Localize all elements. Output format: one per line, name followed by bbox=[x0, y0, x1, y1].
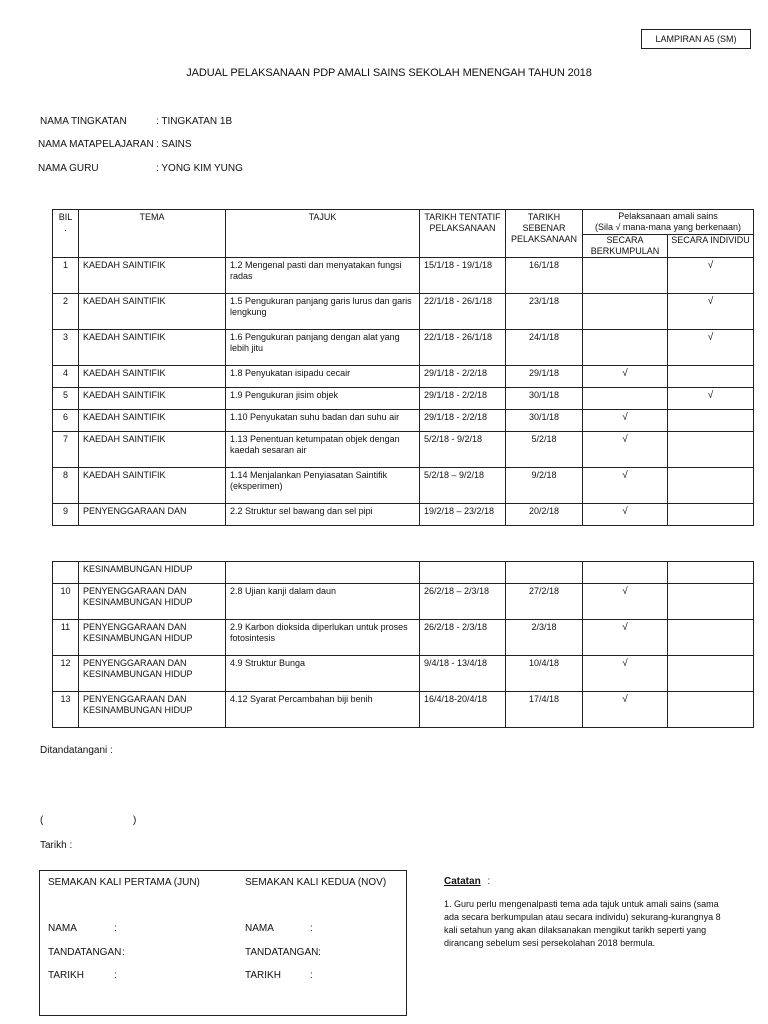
row-berkumpulan-tick: √ bbox=[583, 432, 668, 468]
row-berkumpulan-tick bbox=[583, 330, 668, 366]
table-row bbox=[53, 410, 754, 432]
row-tema: KAEDAH SAINTIFIK bbox=[79, 410, 226, 432]
header-bil: BIL . bbox=[53, 210, 79, 258]
row-tajuk: 1.2 Mengenal pasti dan menyatakan fungsi radas bbox=[226, 258, 420, 294]
row-tema: PENYENGGARAAN DAN KESINAMBUNGAN HIDUP bbox=[79, 584, 226, 620]
row-tarikh-tentatif bbox=[420, 562, 506, 584]
row-berkumpulan-tick: √ bbox=[583, 504, 668, 526]
date-label: Tarikh : bbox=[40, 840, 73, 851]
info-row-tingkatan bbox=[40, 116, 440, 130]
review-box bbox=[39, 870, 407, 1016]
table-row bbox=[53, 258, 754, 294]
table-row bbox=[53, 562, 754, 584]
row-berkumpulan-tick bbox=[583, 562, 668, 584]
table-row bbox=[53, 330, 754, 366]
row-number: 12 bbox=[53, 656, 79, 692]
row-berkumpulan-tick: √ bbox=[583, 410, 668, 432]
first-review-title: SEMAKAN KALI PERTAMA (JUN) bbox=[48, 877, 200, 888]
row-berkumpulan-tick bbox=[583, 388, 668, 410]
table-row bbox=[53, 432, 754, 468]
table-row bbox=[53, 388, 754, 410]
row-berkumpulan-tick: √ bbox=[583, 468, 668, 504]
signed-by-label: Ditandatangani : bbox=[40, 745, 113, 756]
row-tajuk: 1.6 Pengukuran panjang dengan alat yang lebih jitu bbox=[226, 330, 420, 366]
row-tema: KAEDAH SAINTIFIK bbox=[79, 388, 226, 410]
row-tajuk bbox=[226, 562, 420, 584]
notes-title bbox=[444, 876, 490, 887]
row-tarikh-sebenar: 24/1/18 bbox=[506, 330, 583, 366]
row-tarikh-sebenar: 2/3/18 bbox=[506, 620, 583, 656]
row-individu-tick bbox=[668, 410, 754, 432]
header-tajuk: TAJUK bbox=[226, 210, 420, 258]
row-tajuk: 1.8 Penyukatan isipadu cecair bbox=[226, 366, 420, 388]
row-tarikh-tentatif: 29/1/18 - 2/2/18 bbox=[420, 410, 506, 432]
row-individu-tick: √ bbox=[668, 388, 754, 410]
row-berkumpulan-tick bbox=[583, 258, 668, 294]
row-berkumpulan-tick bbox=[583, 294, 668, 330]
row-tema: PENYENGGARAAN DAN KESINAMBUNGAN HIDUP bbox=[79, 620, 226, 656]
info-value: : YONG KIM YUNG bbox=[156, 163, 243, 174]
row-number: 6 bbox=[53, 410, 79, 432]
row-tema: PENYENGGARAAN DAN bbox=[79, 504, 226, 526]
row-number: 10 bbox=[53, 584, 79, 620]
info-row-matapelajaran bbox=[38, 139, 438, 153]
row-tajuk: 2.2 Struktur sel bawang dan sel pipi bbox=[226, 504, 420, 526]
first-review-signature-label: TANDATANGAN bbox=[48, 947, 122, 958]
first-review-name-label: NAMA bbox=[48, 923, 77, 934]
row-number: 1 bbox=[53, 258, 79, 294]
row-tarikh-tentatif: 15/1/18 - 19/1/18 bbox=[420, 258, 506, 294]
row-number: 3 bbox=[53, 330, 79, 366]
name-bracket-close: ) bbox=[133, 815, 137, 826]
second-review-date-label: TARIKH bbox=[245, 970, 281, 981]
table-row bbox=[53, 468, 754, 504]
row-tarikh-sebenar bbox=[506, 562, 583, 584]
row-individu-tick bbox=[668, 468, 754, 504]
row-individu-tick bbox=[668, 692, 754, 728]
row-tarikh-tentatif: 26/2/18 – 2/3/18 bbox=[420, 584, 506, 620]
row-tajuk: 2.8 Ujian kanji dalam daun bbox=[226, 584, 420, 620]
schedule-table-part-2 bbox=[52, 561, 754, 728]
table-row bbox=[53, 656, 754, 692]
row-tarikh-tentatif: 29/1/18 - 2/2/18 bbox=[420, 388, 506, 410]
row-tarikh-sebenar: 30/1/18 bbox=[506, 388, 583, 410]
name-bracket-open: ( bbox=[40, 815, 44, 826]
row-tarikh-sebenar: 23/1/18 bbox=[506, 294, 583, 330]
row-tarikh-tentatif: 26/2/18 - 2/3/18 bbox=[420, 620, 506, 656]
first-review-date-label: TARIKH bbox=[48, 970, 84, 981]
row-tarikh-sebenar: 27/2/18 bbox=[506, 584, 583, 620]
info-value: : TINGKATAN 1B bbox=[156, 116, 233, 127]
header-berkumpulan: SECARA BERKUMPULAN bbox=[583, 235, 668, 258]
row-individu-tick bbox=[668, 366, 754, 388]
row-tarikh-tentatif: 29/1/18 - 2/2/18 bbox=[420, 366, 506, 388]
row-tema: PENYENGGARAAN DAN KESINAMBUNGAN HIDUP bbox=[79, 692, 226, 728]
row-tajuk: 1.5 Pengukuran panjang garis lurus dan garis lengkung bbox=[226, 294, 420, 330]
header-pelaksanaan-note: (Sila √ mana-mana yang berkenaan) bbox=[594, 222, 742, 232]
info-label: NAMA GURU bbox=[38, 163, 99, 174]
row-number: 13 bbox=[53, 692, 79, 728]
header-tarikh-tentatif: TARIKH TENTATIF PELAKSANAAN bbox=[420, 210, 506, 258]
row-berkumpulan-tick: √ bbox=[583, 692, 668, 728]
row-tajuk: 2.9 Karbon dioksida diperlukan untuk proses fotosintesis bbox=[226, 620, 420, 656]
row-tajuk: 1.14 Menjalankan Penyiasatan Saintifik (eksperimen) bbox=[226, 468, 420, 504]
header-tarikh-sebenar: TARIKH SEBENAR PELAKSANAAN bbox=[506, 210, 583, 258]
row-tema: KAEDAH SAINTIFIK bbox=[79, 366, 226, 388]
row-number bbox=[53, 562, 79, 584]
table-row bbox=[53, 692, 754, 728]
row-individu-tick bbox=[668, 584, 754, 620]
header-pelaksanaan bbox=[583, 210, 754, 235]
attachment-label: LAMPIRAN A5 (SM) bbox=[641, 29, 751, 49]
row-individu-tick: √ bbox=[668, 294, 754, 330]
row-tema: KAEDAH SAINTIFIK bbox=[79, 432, 226, 468]
row-number: 11 bbox=[53, 620, 79, 656]
row-tajuk: 4.9 Struktur Bunga bbox=[226, 656, 420, 692]
table-row bbox=[53, 294, 754, 330]
notes-colon: : bbox=[487, 876, 491, 887]
row-number: 2 bbox=[53, 294, 79, 330]
row-tarikh-tentatif: 5/2/18 – 9/2/18 bbox=[420, 468, 506, 504]
row-number: 5 bbox=[53, 388, 79, 410]
row-tarikh-sebenar: 16/1/18 bbox=[506, 258, 583, 294]
info-label: NAMA MATAPELAJARAN bbox=[38, 139, 154, 150]
header-pelaksanaan-title: Pelaksanaan amali sains bbox=[618, 211, 718, 221]
row-tema: KAEDAH SAINTIFIK bbox=[79, 468, 226, 504]
row-tajuk: 1.9 Pengukuran jisim objek bbox=[226, 388, 420, 410]
second-review-signature-label: TANDATANGAN bbox=[245, 947, 319, 958]
row-individu-tick bbox=[668, 620, 754, 656]
row-individu-tick bbox=[668, 504, 754, 526]
row-berkumpulan-tick: √ bbox=[583, 620, 668, 656]
table-row bbox=[53, 620, 754, 656]
colon: : bbox=[310, 970, 313, 981]
row-number: 8 bbox=[53, 468, 79, 504]
row-tarikh-sebenar: 30/1/18 bbox=[506, 410, 583, 432]
row-number: 7 bbox=[53, 432, 79, 468]
row-tema: KAEDAH SAINTIFIK bbox=[79, 294, 226, 330]
second-review-title: SEMAKAN KALI KEDUA (NOV) bbox=[245, 877, 387, 888]
row-individu-tick: √ bbox=[668, 330, 754, 366]
row-tarikh-tentatif: 5/2/18 - 9/2/18 bbox=[420, 432, 506, 468]
row-tarikh-tentatif: 16/4/18-20/4/18 bbox=[420, 692, 506, 728]
info-label: NAMA TINGKATAN bbox=[40, 116, 127, 127]
row-individu-tick bbox=[668, 432, 754, 468]
colon: : bbox=[310, 923, 313, 934]
row-tarikh-sebenar: 5/2/18 bbox=[506, 432, 583, 468]
schedule-table-part-1 bbox=[52, 209, 754, 526]
header-individu: SECARA INDIVIDU bbox=[668, 235, 754, 258]
row-tema: PENYENGGARAAN DAN KESINAMBUNGAN HIDUP bbox=[79, 656, 226, 692]
colon: : bbox=[114, 970, 117, 981]
row-tarikh-sebenar: 17/4/18 bbox=[506, 692, 583, 728]
info-value: : SAINS bbox=[156, 139, 192, 150]
row-individu-tick bbox=[668, 656, 754, 692]
row-tarikh-tentatif: 19/2/18 – 23/2/18 bbox=[420, 504, 506, 526]
table-row bbox=[53, 584, 754, 620]
colon: : bbox=[122, 947, 125, 958]
row-tarikh-tentatif: 22/1/18 - 26/1/18 bbox=[420, 294, 506, 330]
header-tema: TEMA bbox=[79, 210, 226, 258]
document-title: JADUAL PELAKSANAAN PDP AMALI SAINS SEKOLAH MENENGAH TAHUN 2018 bbox=[186, 67, 592, 79]
row-tarikh-sebenar: 20/2/18 bbox=[506, 504, 583, 526]
row-number: 9 bbox=[53, 504, 79, 526]
row-tema: KAEDAH SAINTIFIK bbox=[79, 330, 226, 366]
table-row bbox=[53, 366, 754, 388]
row-tema: KESINAMBUNGAN HIDUP bbox=[79, 562, 226, 584]
table-row bbox=[53, 504, 754, 526]
row-tajuk: 1.10 Penyukatan suhu badan dan suhu air bbox=[226, 410, 420, 432]
row-berkumpulan-tick: √ bbox=[583, 584, 668, 620]
colon: : bbox=[114, 923, 117, 934]
second-review-name-label: NAMA bbox=[245, 923, 274, 934]
row-individu-tick: √ bbox=[668, 258, 754, 294]
row-berkumpulan-tick: √ bbox=[583, 366, 668, 388]
row-tarikh-sebenar: 10/4/18 bbox=[506, 656, 583, 692]
colon: : bbox=[318, 947, 321, 958]
row-tarikh-sebenar: 29/1/18 bbox=[506, 366, 583, 388]
row-tarikh-sebenar: 9/2/18 bbox=[506, 468, 583, 504]
row-individu-tick bbox=[668, 562, 754, 584]
row-number: 4 bbox=[53, 366, 79, 388]
row-tema: KAEDAH SAINTIFIK bbox=[79, 258, 226, 294]
info-row-guru bbox=[38, 163, 438, 177]
row-berkumpulan-tick: √ bbox=[583, 656, 668, 692]
notes-body: 1. Guru perlu mengenalpasti tema ada tajuk untuk amali sains (sama ada secara berkumpulan atau secara individu) sekurang-kurangnya 8 kali setahun yang akan dilaksanakan mengikut tarikh seperti yang dirancang sebelum sesi persekolahan 2018 bermula. bbox=[444, 899, 721, 948]
row-tarikh-tentatif: 9/4/18 - 13/4/18 bbox=[420, 656, 506, 692]
row-tajuk: 4.12 Syarat Percambahan biji benih bbox=[226, 692, 420, 728]
row-tajuk: 1.13 Penentuan ketumpatan objek dengan kaedah sesaran air bbox=[226, 432, 420, 468]
row-tarikh-tentatif: 22/1/18 - 26/1/18 bbox=[420, 330, 506, 366]
notes-title-text: Catatan bbox=[444, 876, 481, 887]
